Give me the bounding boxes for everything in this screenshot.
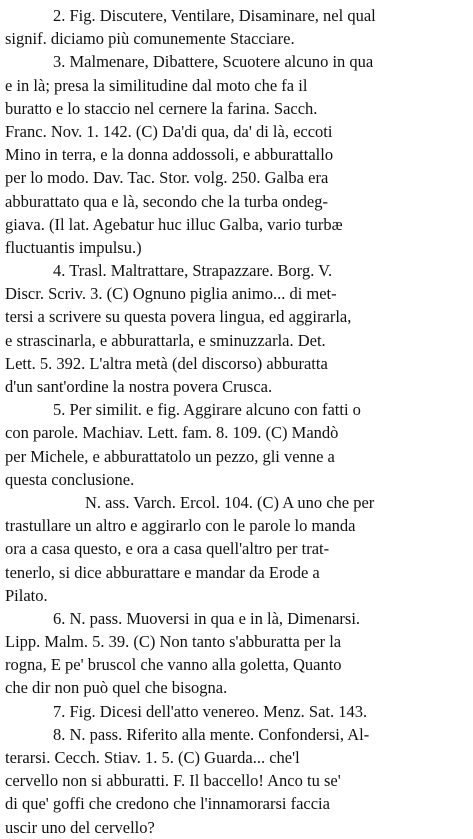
text-line: Lipp. Malm. 5. 39. (C) Non tanto s'abburatta per la — [5, 632, 342, 652]
text-line: con parole. Machiav. Lett. fam. 8. 109. (C) Mandò — [5, 423, 339, 443]
text-line: abburattato qua e là, secondo che la turba ondeg- — [5, 191, 328, 211]
text-line: d'un sant'ordine la nostra povera Crusca. — [5, 377, 273, 396]
text-line: N. ass. Varch. Ercol. 104. (C) A uno che per — [85, 492, 375, 512]
text-line: cervello non si abburatti. F. Il baccello! Anco tu se' — [5, 771, 341, 791]
text-line: ora a casa questo, e ora a casa quell'altro per trat- — [5, 539, 330, 559]
text-line: 6. N. pass. Muoversi in qua e in là, Dimenarsi. — [53, 608, 361, 628]
text-line: terarsi. Cecch. Stiav. 1. 5. (C) Guarda... che'l — [5, 748, 300, 767]
text-line: 4. Trasl. Maltrattare, Strapazzare. Borg. V. — [53, 261, 333, 281]
text-line: 2. Fig. Discutere, Ventilare, Disaminare, nel qual — [53, 6, 376, 25]
text-line: fluctuantis impulsu.) — [5, 237, 142, 257]
text-line: tenerlo, si dice abburattare e mandar da Erode a — [5, 562, 320, 582]
text-line: Discr. Scriv. 3. (C) Ognuno piglia animo... di met- — [5, 284, 337, 304]
text-line: di que' goffi che credono che l'innamorarsi faccia — [5, 794, 330, 814]
text-line: 7. Fig. Dicesi dell'atto venereo. Menz. Sat. 143. — [53, 701, 368, 721]
text-line: buratto e lo staccio nel cernere la farina. Sacch. — [5, 98, 318, 118]
text-line: e in là; presa la similitudine dal moto che fa il — [5, 75, 308, 95]
text-line: per lo modo. Dav. Tac. Stor. volg. 250. Galba era — [5, 168, 329, 188]
text-line: Franc. Nov. 1. 142. (C) Da'di qua, da' di là, eccoti — [5, 121, 333, 141]
text-line: signif. diciamo più comunemente Stacciare. — [5, 29, 295, 49]
text-line: tersi a scrivere su questa povera lingua, ed aggirarla, — [5, 307, 352, 327]
text-line: 5. Per similit. e fig. Aggirare alcuno con fatti o — [53, 400, 361, 420]
text-line: 3. Malmenare, Dibattere, Scuotere alcuno in qua — [53, 52, 374, 72]
text-line: e strascinarla, e abburattarla, e sminuzzarla. Det. — [5, 330, 326, 350]
text-line: rogna, E pe' bruscol che vanno alla goletta, Quanto — [5, 655, 342, 675]
text-line: che dir non può quel che bisogna. — [5, 678, 228, 698]
text-line: Lett. 5. 392. L'altra metà (del discorso) abburatta — [5, 353, 328, 373]
text-line: giava. (Il lat. Agebatur huc illuc Galba, vario turbæ — [5, 214, 343, 234]
text-line: questa conclusione. — [5, 469, 135, 489]
text-line: 8. N. pass. Riferito alla mente. Confondersi, Al- — [53, 724, 370, 744]
text-line: uscir uno del cervello? — [5, 817, 155, 837]
text-line: trastullare un altro e aggirarlo con le parole lo manda — [5, 516, 356, 536]
text-line: per Michele, e abburattatolo un pezzo, gli venne a — [5, 446, 335, 466]
text-line: Pilato. — [5, 585, 48, 605]
text-line: Mino in terra, e la donna addossoli, e abburattallo — [5, 145, 334, 165]
